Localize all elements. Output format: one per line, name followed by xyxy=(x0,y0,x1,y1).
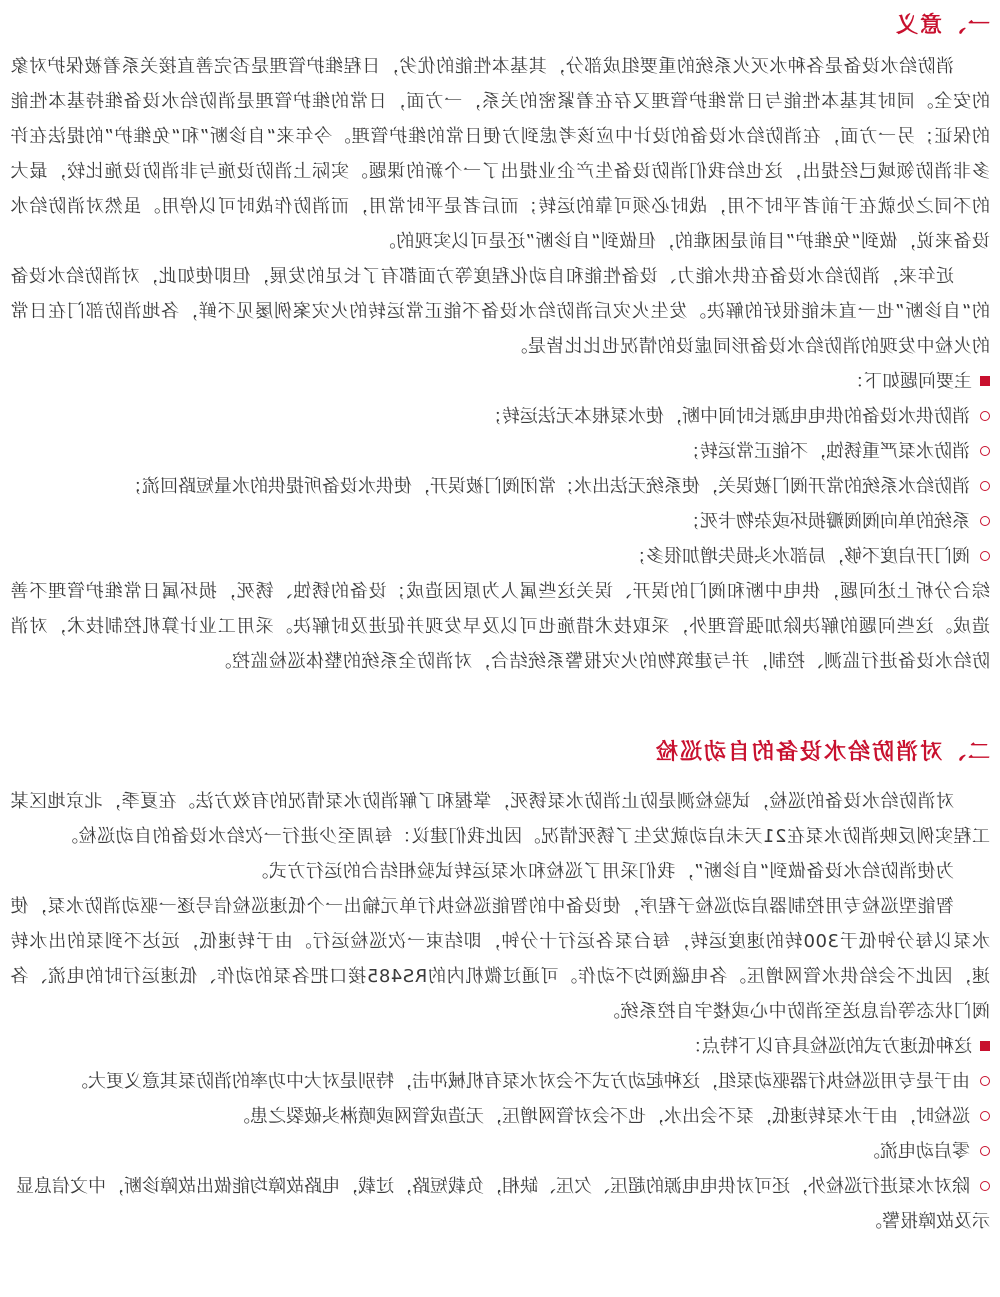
section-1-paragraph-1: 消防给水设备是各种水灭火系统的重要组成部分，其基本性能的优劣，日程维护管理是否完善直接关系着被保护对象的安全。同时其基本性能与日常维护管理又存在着紧密的关系，一方面，日常的维护管理是消防给水设备维持基本性能的保证；另一方面，在消防给水设备的设计中应该考虑到方便日常的维护管理。今年来“自诊断”和“免维护”的提法在许多非消防领域已经提出，这也给我们消防设备生产企业提出了一个新的课题。实际上消防设施与非消防设施比较，最大的不同之处就在于前者平时不用，战时必须可靠的运转；而后者是平时常用，而消防作战时可以停用。虽然对消防给水设备来说，做到“免维护”目前是困难的，但做到“自诊断”还是可以实现的。 xyxy=(10,56,990,252)
list-item: 系统的单向阀阀瓣损坏或杂物卡死； xyxy=(10,504,990,539)
circle-bullet-icon xyxy=(980,411,990,421)
list-item: 消防水泵严重锈蚀，不能正常运转； xyxy=(10,434,990,469)
features-subheading xyxy=(684,1029,990,1064)
square-bullet-icon xyxy=(980,376,990,386)
circle-bullet-icon xyxy=(980,1146,990,1156)
section-2-paragraph-3: 智能型巡检专用控制器启动巡检子程序，使设备中的智能巡检执行单元输出一个低速巡检信号逐一驱动消防水泵，使水泵以每分钟低于300转的速度运转，每台泵各运行十分钟，即结束一次巡检运行。由于转速低，远达不到泵的出水转速，因此不会给供水管网增压。各电磁阀均不动作。可通过微机内的RS485接口把各泵的动作、低速运行时的电流、各阀门状态等信息送至消防中心或楼宇自控系统。 xyxy=(10,896,990,1022)
problems-subheading xyxy=(846,364,990,399)
list-item: 阀门开启度不够，局部水头损失增加很多； xyxy=(10,539,990,574)
problems-title: 主要问题如下： xyxy=(846,371,972,392)
circle-bullet-icon xyxy=(980,446,990,456)
list-item: 消防供水设备的供电电源长时间中断，使水泵根本无法运转； xyxy=(10,399,990,434)
circle-bullet-icon xyxy=(980,481,990,491)
section-1-closing: 综合分析上述问题，供电中断和阀门的误开、误关这些属人为原因造成；设备的锈蚀、锈死，损坏属日常维护管理不善造成。这些问题的解决除加强管理外，采取技术措施也可以及早发现并促进及时解决。采用工业计算机控制技术，对消防给水设备进行监测、控制，并与建筑物的火灾报警系统结合，对消防全系统的整体巡检监控。 xyxy=(10,581,990,672)
list-item: 零启动电流。 xyxy=(10,1134,990,1169)
features-list xyxy=(10,1064,990,1239)
section-1-heading: 一、意义 xyxy=(893,13,990,38)
circle-bullet-icon xyxy=(980,551,990,561)
section-2-paragraph-2: 为使消防给水设备做到“自诊断”，我们采用了巡检和水泵运转试验相结合的运行方式。 xyxy=(249,861,954,882)
list-item: 除对水泵进行巡检外，还可对供电电源的超压、欠压、缺相，负载短路，过载，电路故障均能做出故障诊断，中文信息显示及故障报警。 xyxy=(16,1176,990,1232)
features-title: 这种低速方式的巡检具有以下特点： xyxy=(684,1036,972,1057)
problems-list xyxy=(10,399,990,574)
section-2-heading: 二、对消防给水设备的自动巡检 xyxy=(653,740,990,765)
list-item: 消防给水系统的常开阀门被误关，使系统无法出水；常闭阀门被误开，使供水设备所提供的水量短路回流； xyxy=(10,469,990,504)
circle-bullet-icon xyxy=(980,1076,990,1086)
list-item: 巡检时，由于水泵转速低，泵不会出水，也不会对管网增压，无造成管网或喷淋头破裂之患。 xyxy=(10,1099,990,1134)
square-bullet-icon xyxy=(980,1041,990,1051)
circle-bullet-icon xyxy=(980,516,990,526)
section-2-paragraph-1: 对消防给水设备的巡检，试验检测是防止消防水泵锈死，掌握和了解消防水泵情况的有效方法。在夏季，北京地区某工程实例反映消防水泵在21天未启动就发生了锈死情况。因此我们建议：每周至少进行一次给水设备的自动巡检。 xyxy=(10,791,990,847)
list-item: 由于是专用巡检执行器驱动泵组，这种起动方式不会对水泵有机械冲击，特别是对大中功率的消防泵其意义更大。 xyxy=(10,1064,990,1099)
section-1-paragraph-2: 近年来，消防给水设备在供水能力、设备性能和自动化程度等方面都有了长足的发展，但即使如此，对消防给水设备的“自诊断”也一直未能很好的解决。发生火灾后消防给水设备不能正常运转的火灾案例屡见不鲜，各地消防部门在日常的火检中发现的消防给水设备形同虚设的情况也比比皆是。 xyxy=(10,266,990,357)
circle-bullet-icon xyxy=(980,1181,990,1191)
circle-bullet-icon xyxy=(980,1111,990,1121)
